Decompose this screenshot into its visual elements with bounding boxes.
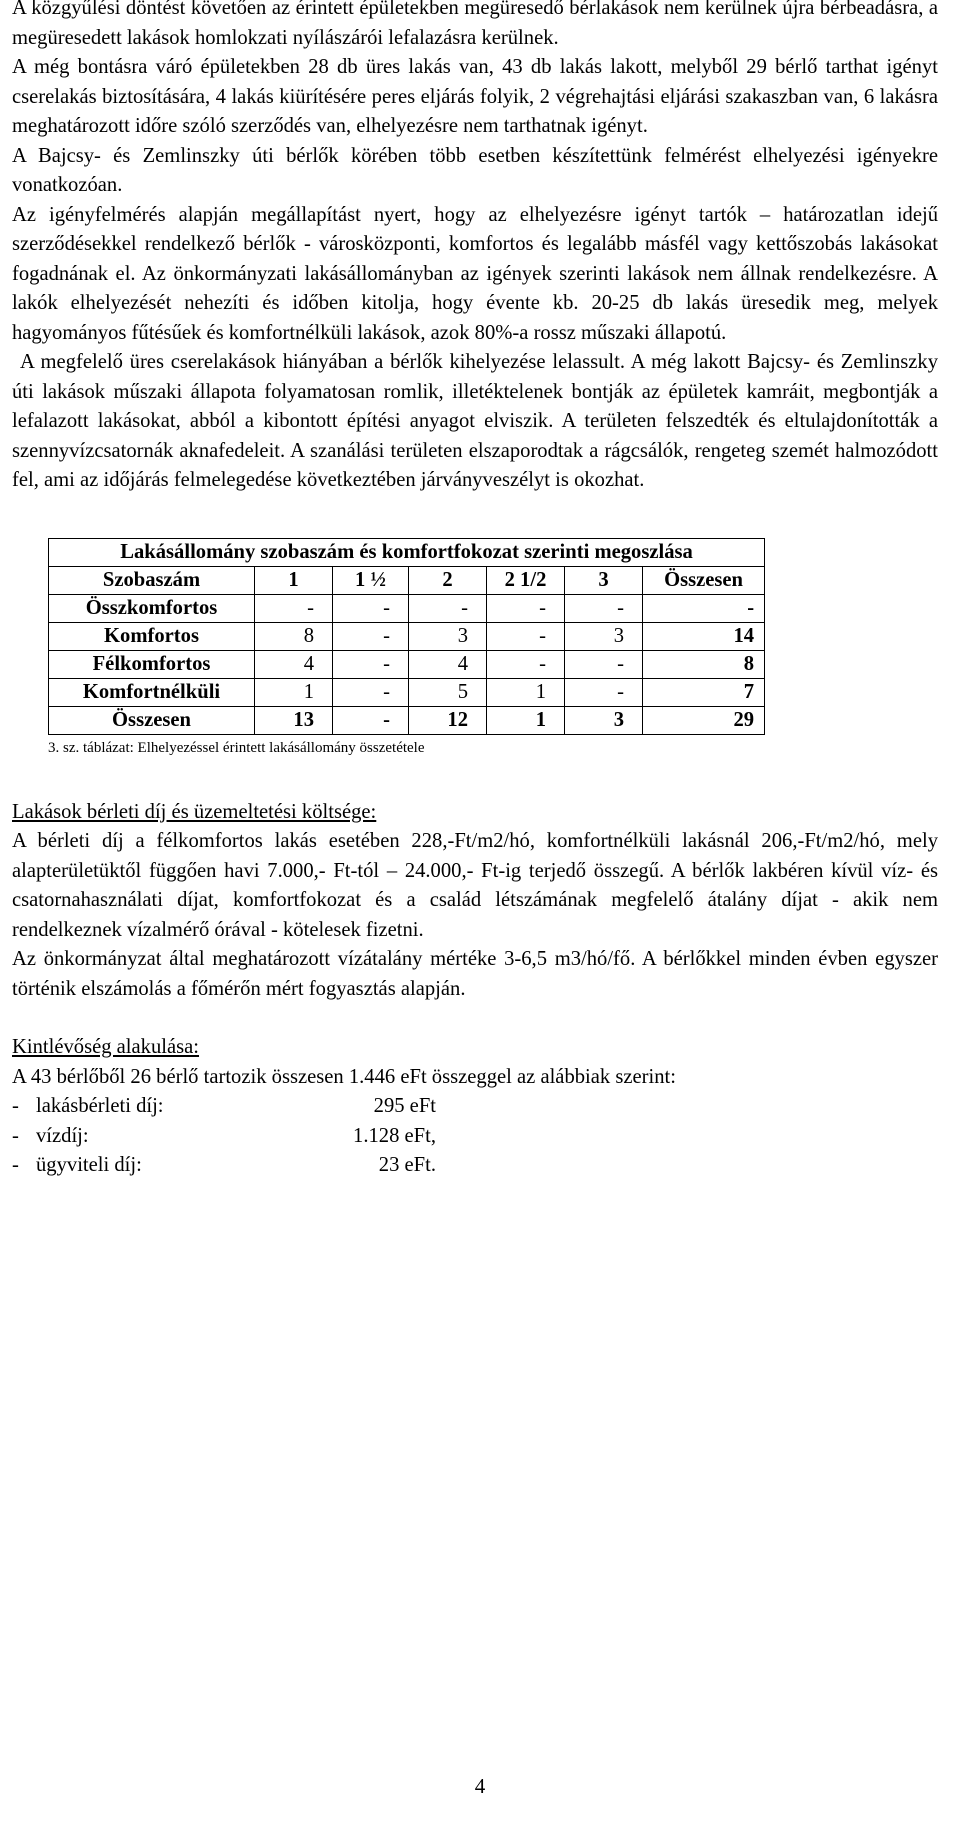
- table-cell: -: [333, 650, 409, 678]
- rent-paragraph-2: Az önkormányzat által meghatározott vízátalány mértéke 3-6,5 m3/hó/fő. A bérlőkkel minden évben egyszer történik elszámolás a főmérőn mért fogyasztás alapján.: [12, 948, 938, 1000]
- table-cell: -: [565, 678, 643, 706]
- table-cell: 3: [565, 622, 643, 650]
- list-item: [12, 1092, 938, 1122]
- table-cell: 4: [255, 650, 333, 678]
- table-header-cell: 2: [409, 566, 487, 594]
- row-label: Összkomfortos: [49, 594, 255, 622]
- table-cell: 1: [487, 678, 565, 706]
- list-item: [12, 1122, 938, 1152]
- table-cell: 1: [255, 678, 333, 706]
- table-cell: -: [409, 594, 487, 622]
- paragraph-5: A megfelelő üres cserelakások hiányában a bérlők kihelyezése lelassult. A még lakott Bajcsy- és Zemlinszky úti lakások műszaki állapota folyamatosan romlik, illetéktelenek bontják az épületek kamráit, megbontják a lefalazott lakásokat, abból a kibontott építési anyagot elviszik. A területen felszedték és eltulajdonították a szennyvízcsatornák aknafedeleit. A szanálási területen elszaporodtak a rágcsálók, rengeteg szemét halmozódott fel, ami az időjárás felmelegedése következtében járványveszélyt is okozhat.: [12, 351, 938, 491]
- paragraph-4: Az igényfelmérés alapján megállapítást nyert, hogy az elhelyezésre igényt tartók – határozatlan idejű szerződésekkel rendelkező bérlők - városközponti, komfortos és legalább másfél vagy kettőszobás lakásokat fogadnának el. Az önkormányzati lakásállományban az igények szerinti lakások nem állnak rendelkezésre. A lakók elhelyezését nehezíti és időben kitolja, hogy évente kb. 20-25 db lakás üresedik meg, melyek hagyományos fűtésűek és komfortnélküli lakások, azok 80%-a rossz műszaki állapotú.: [12, 203, 938, 344]
- table-header-cell: 1: [255, 566, 333, 594]
- row-total: 29: [643, 706, 765, 734]
- row-label: Összesen: [49, 706, 255, 734]
- table-cell: 3: [409, 622, 487, 650]
- table-header-cell: 1 ½: [333, 566, 409, 594]
- table-cell: -: [333, 622, 409, 650]
- table-cell: -: [333, 706, 409, 734]
- table-header-cell: Összesen: [643, 566, 765, 594]
- table-sum-row: [49, 706, 765, 734]
- table-cell: -: [255, 594, 333, 622]
- list-label: lakásbérleti díj:: [36, 1095, 164, 1117]
- table-cell: -: [333, 678, 409, 706]
- list-label: ügyviteli díj:: [36, 1154, 142, 1176]
- table-cell: -: [487, 622, 565, 650]
- list-item: [12, 1151, 938, 1181]
- table-note: 3. sz. táblázat: Elhelyezéssel érintett lakásállomány összetétele: [48, 739, 425, 756]
- debt-heading: Kintlévőség alakulása:: [12, 1036, 200, 1058]
- table-row: [49, 650, 765, 678]
- table-cell: -: [487, 594, 565, 622]
- table-cell: 13: [255, 706, 333, 734]
- list-dash: -: [12, 1095, 19, 1117]
- row-label: Félkomfortos: [49, 650, 255, 678]
- table-cell: 4: [409, 650, 487, 678]
- housing-table-section: [48, 538, 764, 758]
- table-row: [49, 622, 765, 650]
- table-cell: 8: [255, 622, 333, 650]
- row-total: -: [643, 594, 765, 622]
- list-label: vízdíj:: [36, 1124, 89, 1147]
- table-cell: 12: [409, 706, 487, 734]
- row-label: Komfortos: [49, 622, 255, 650]
- table-header-cell: Szobaszám: [49, 566, 255, 594]
- paragraph-2: A még bontásra váró épületekben 28 db üres lakás van, 43 db lakás lakott, melyből 29 bérlő tarthat igényt cserelakás biztosítására, 4 lakás kiürítésére peres eljárás folyik, 2 végrehajtási eljárási szakaszban van, 6 lakásra meghatározott időre szóló szerződés van, elhelyezésre nem tarthatnak igényt.: [12, 56, 938, 137]
- table-cell: -: [565, 650, 643, 678]
- table-row: [49, 678, 765, 706]
- rent-paragraph-1: A bérleti díj a félkomfortos lakás esetében 228,-Ft/m2/hó, komfortnélküli lakásnál 206,-Ft/m2/hó, mely alapterületüktől függően havi 7.000,- Ft-tól – 24.000,- Ft-ig terjedő összegű. A bérlők lakbéren kívül víz- és csatornahasználati díjat, komfortfokozat és a család létszámának megfelelő átalány díjat - akik nem rendelkeznek vízalmérő órával - kötelesek fizetni.: [12, 830, 938, 941]
- rent-heading: Lakások bérleti díj és üzemeltetési költsége:: [12, 800, 377, 823]
- debt-list: [12, 1092, 938, 1181]
- list-dash: -: [12, 1154, 19, 1176]
- table-cell: 5: [409, 678, 487, 706]
- table-cell: 1: [487, 706, 565, 734]
- table-header-cell: 3: [565, 566, 643, 594]
- row-total: 14: [643, 622, 765, 650]
- paragraph-1: A közgyűlési döntést követően az érintett épületekben megüresedő bérlakások nem kerülnek újra bérbeadásra, a megüresedett lakások homlokzati nyílászárói lefalazásra kerülnek.: [12, 0, 938, 49]
- row-total: 7: [643, 678, 765, 706]
- housing-table: [48, 538, 765, 735]
- table-cell: -: [333, 594, 409, 622]
- table-header-cell: 2 1/2: [487, 566, 565, 594]
- page-number: 4: [474, 1774, 486, 1798]
- list-dash: -: [12, 1124, 19, 1147]
- debt-intro: A 43 bérlőből 26 bérlő tartozik összesen 1.446 eFt összeggel az alábbiak szerint:: [12, 1065, 676, 1088]
- row-label: Komfortnélküli: [49, 678, 255, 706]
- list-value: 1.128 eFt,: [353, 1124, 436, 1147]
- paragraph-3: A Bajcsy- és Zemlinszky úti bérlők körében több esetben készítettünk felmérést elhelyezési igényekre vonatkozóan.: [12, 144, 938, 196]
- table-row: [49, 594, 765, 622]
- list-value: 295 eFt: [373, 1095, 436, 1117]
- table-cell: -: [565, 594, 643, 622]
- row-total: 8: [643, 650, 765, 678]
- table-caption: Lakásállomány szobaszám és komfortfokozat szerinti megoszlása: [49, 538, 765, 566]
- table-cell: -: [487, 650, 565, 678]
- table-cell: 3: [565, 706, 643, 734]
- list-value: 23 eFt.: [378, 1154, 436, 1176]
- table-header-row: [49, 566, 765, 594]
